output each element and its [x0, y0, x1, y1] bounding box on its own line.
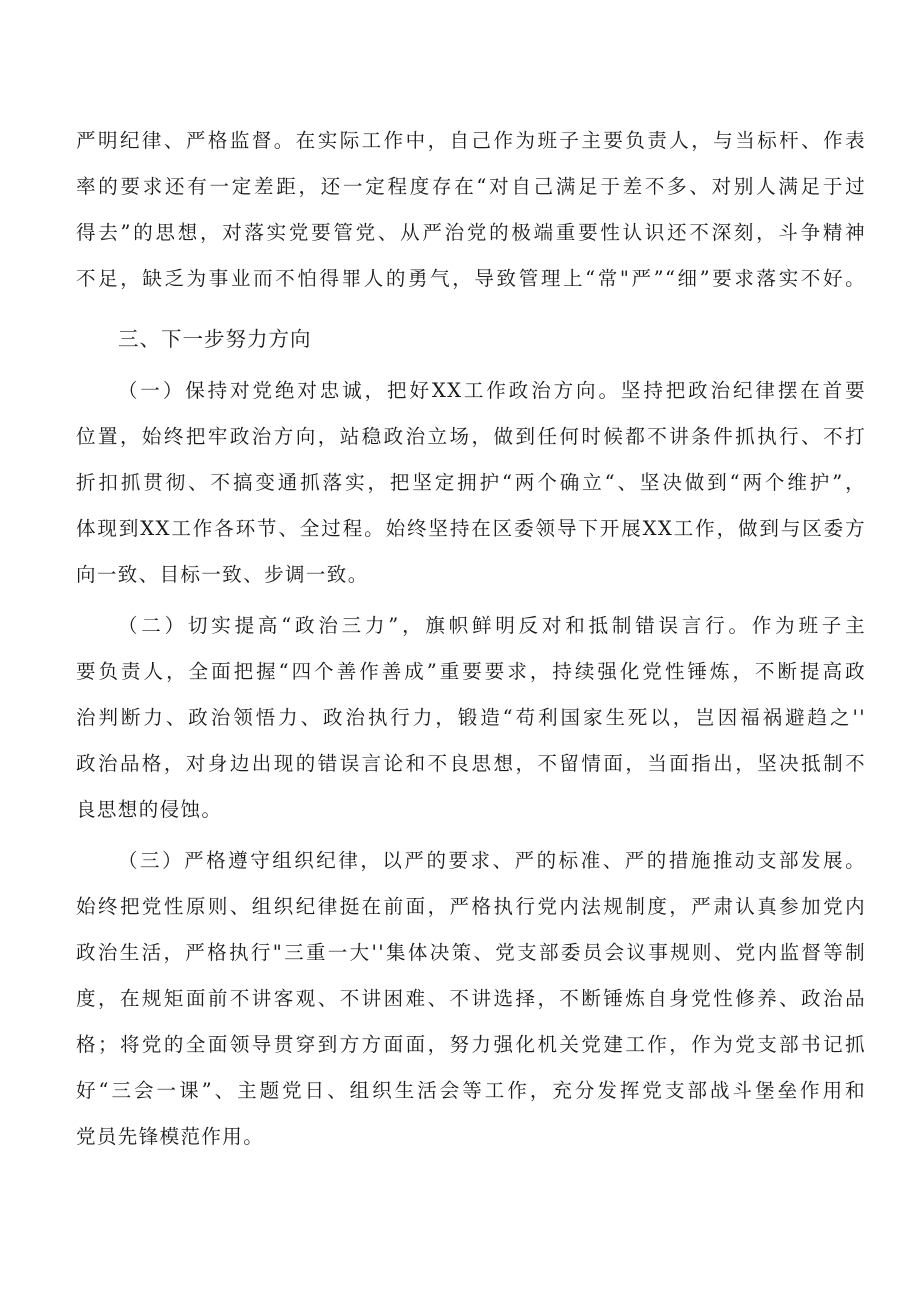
text-line: 得去”的思想，对落实党要管党、从严治党的极端重要性认识还不深刻，斗争精神 — [76, 221, 866, 244]
text-line: 党员先锋模范作用。 — [76, 1125, 265, 1148]
text-line: （三）严格遵守组织纪律，以严的要求、严的标准、严的措施推动支部发展。 — [118, 849, 866, 872]
text-line: 好“三会一课”、主题党日、组织生活会等工作，充分发挥党支部战斗堡垒作用和 — [76, 1079, 866, 1102]
text-line: 位置，始终把牢政治方向，站稳政治立场，做到任何时候都不讲条件抓执行、不打 — [76, 425, 866, 448]
text-line: 折扣抓贯彻、不搞变通抓落实，把坚定拥护“两个确立“、坚决做到“两个维护”， — [76, 471, 866, 494]
section-heading: 三、下一步努力方向 — [118, 327, 312, 351]
text-line: 体现到XX工作各环节、全过程。始终坚持在区委领导下开展XX工作，做到与区委方 — [76, 517, 866, 540]
text-line: 度，在规矩面前不讲客观、不讲困难、不讲选择，不断锤炼自身党性修养、政治品 — [76, 987, 866, 1010]
text-line: 始终把党性原则、组织纪律挺在前面，严格执行党内法规制度，严肃认真参加党内 — [76, 895, 866, 918]
text-line: 严明纪律、严格监督。在实际工作中，自己作为班子主要负责人，与当标杆、作表 — [76, 129, 866, 152]
text-line: 要负责人，全面把握“四个善作善成”重要要求，持续强化党性锤炼，不断提高政 — [76, 660, 866, 683]
text-line: （二）切实提高“政治三力”，旗帜鲜明反对和抵制错误言行。作为班子主 — [118, 614, 866, 637]
text-line: 率的要求还有一定差距，还一定程度存在“对自己满足于差不多、对别人满足于过 — [76, 175, 866, 198]
text-line: 不足，缺乏为事业而不怕得罪人的勇气，导致管理上“常"严”“细”要求落实不好。 — [76, 267, 866, 290]
text-line: 良思想的侵蚀。 — [76, 798, 223, 821]
text-line: 治判断力、政治领悟力、政治执行力，锻造“苟利国家生死以，岂因福祸避趋之'' — [76, 706, 866, 729]
text-line: 向一致、目标一致、步调一致。 — [76, 563, 369, 586]
text-line: 政治品格，对身边出现的错误言论和不良思想，不留情面，当面指出，坚决抵制不 — [76, 752, 866, 775]
text-line: 格；将党的全面领导贯穿到方方面面，努力强化机关党建工作，作为党支部书记抓 — [76, 1033, 866, 1056]
text-line: （一）保持对党绝对忠诚，把好XX工作政治方向。坚持把政治纪律摆在首要 — [118, 379, 866, 402]
text-line: 政治生活，严格执行"三重一大''集体决策、党支部委员会议事规则、党内监督等制 — [76, 941, 866, 964]
